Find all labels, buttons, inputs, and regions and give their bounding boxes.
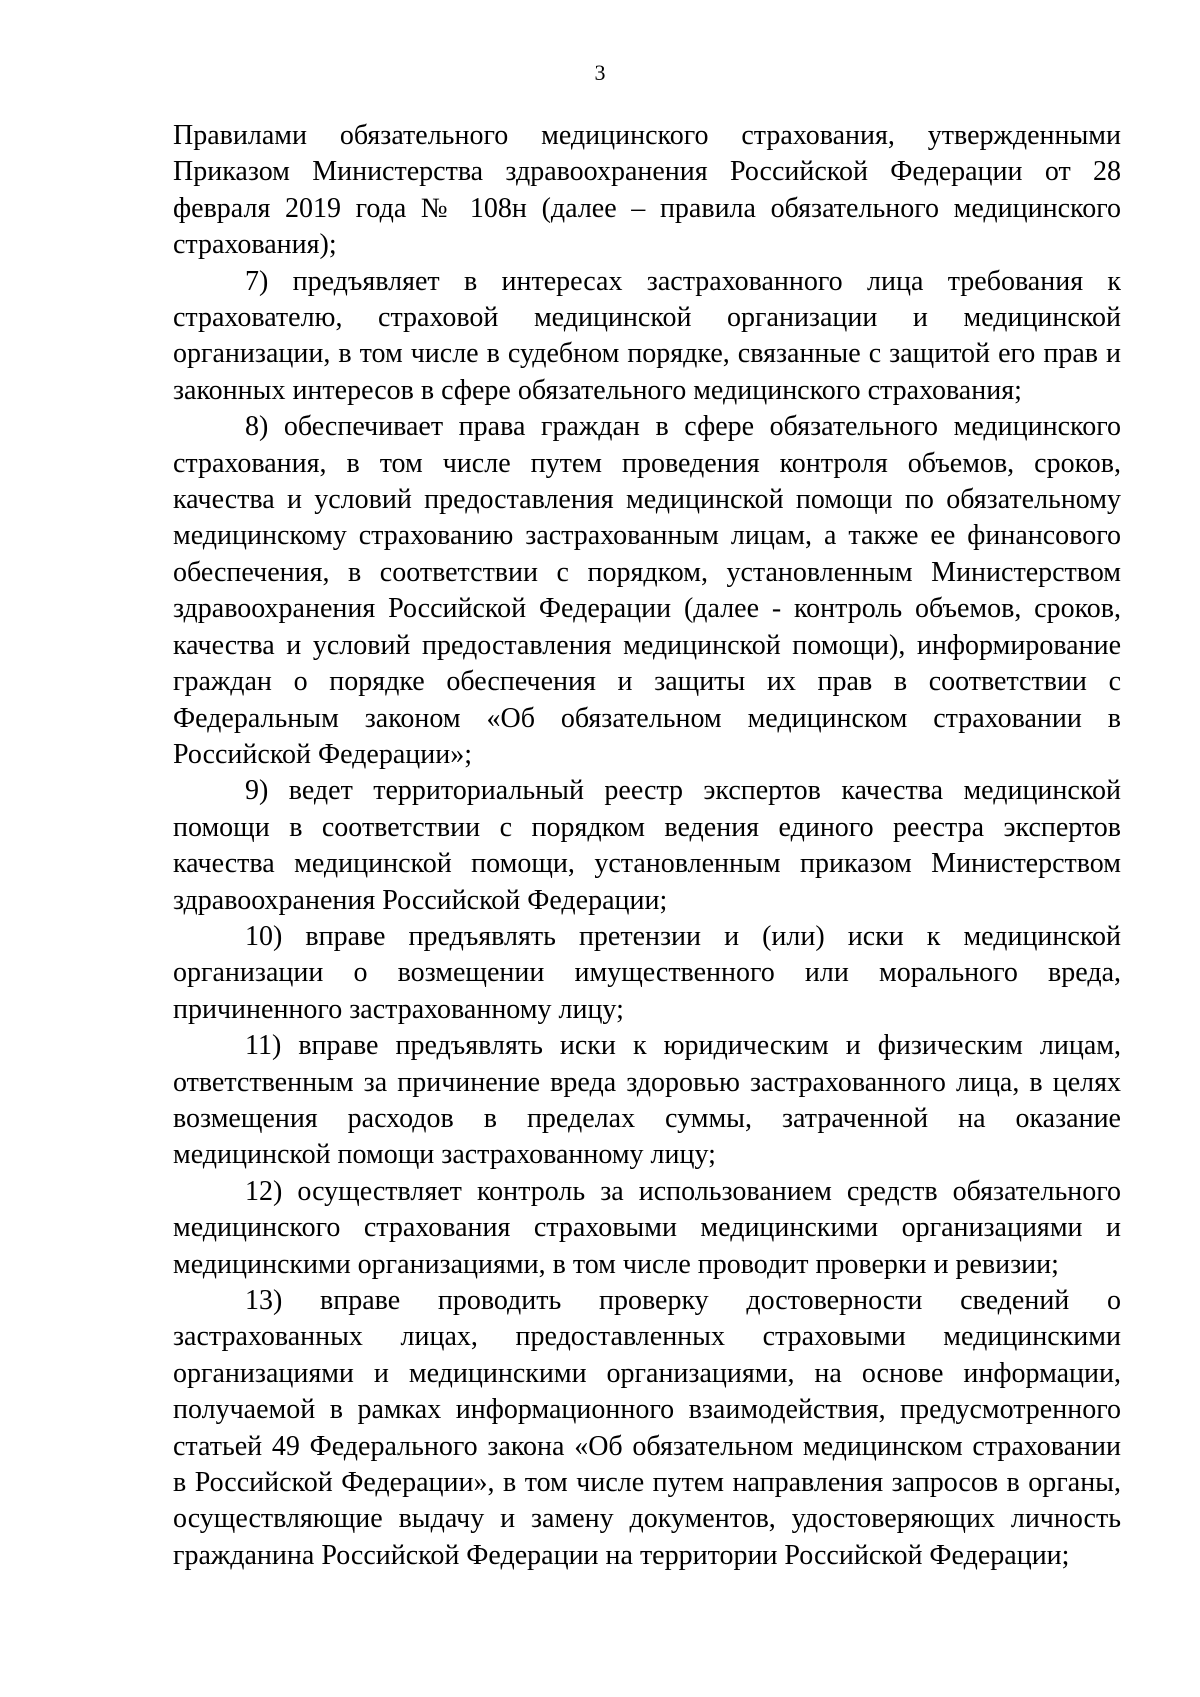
document-body (173, 118, 1121, 1574)
paragraph-item-9: 9) ведет территориальный реестр экспертов качества медицинской помощи в соответствии с порядком ведения единого реестра экспертов качества медицинской помощи, установленным приказом Министерством здравоохранения Российской Федерации; (173, 775, 1121, 916)
paragraph-continuation: Правилами обязательного медицинского страхования, утвержденными Приказом Министерства здравоохранения Российской Федерации от 28 февраля 2019 года № 108н (далее – правила обязательного медицинского страхования); (173, 120, 1121, 261)
page-number: 3 (594, 60, 606, 85)
paragraph-item-11: 11) вправе предъявлять иски к юридическим и физическим лицам, ответственным за причинение вреда здоровью застрахованного лица, в целях возмещения расходов в пределах суммы, затраченной на оказание медицинской помощи застрахованному лицу; (173, 1030, 1121, 1171)
paragraph-item-8: 8) обеспечивает права граждан в сфере обязательного медицинского страхования, в том числе путем проведения контроля объемов, сроков, качества и условий предоставления медицинской помощи по обязательному медицинскому страхованию застрахованным лицам, а также ее финансового обеспечения, в соответствии с порядком, установленным Министерством здравоохранения Российской Федерации (далее - контроль объемов, сроков, качества и условий предоставления медицинской помощи), информирование граждан о порядке обеспечения и защиты их прав в соответствии с Федеральным законом «Об обязательном медицинском страховании в Российской Федерации»; (173, 411, 1121, 770)
paragraph-item-13: 13) вправе проводить проверку достоверности сведений о застрахованных лицах, предоставленных страховыми медицинскими организациями и медицинскими организациями, на основе информации, получаемой в рамках информационного взаимодействия, предусмотренного статьей 49 Федерального закона «Об обязательном медицинском страховании в Российской Федерации», в том числе путем направления запросов в органы, осуществляющие выдачу и замену документов, удостоверяющих личность гражданина Российской Федерации на территории Российской Федерации; (173, 1285, 1121, 1571)
paragraph-item-7: 7) предъявляет в интересах застрахованного лица требования к страхователю, страховой медицинской организации и медицинской организации, в том числе в судебном порядке, связанные с защитой его прав и законных интересов в сфере обязательного медицинского страхования; (173, 265, 1121, 406)
paragraph-item-10: 10) вправе предъявлять претензии и (или) иски к медицинской организации о возмещении имущественного или морального вреда, причиненного застрахованному лицу; (173, 920, 1121, 1025)
paragraph-item-12: 12) осуществляет контроль за использованием средств обязательного медицинского страхования страховыми медицинскими организациями и медицинскими организациями, в том числе проводит проверки и ревизии; (173, 1175, 1121, 1280)
